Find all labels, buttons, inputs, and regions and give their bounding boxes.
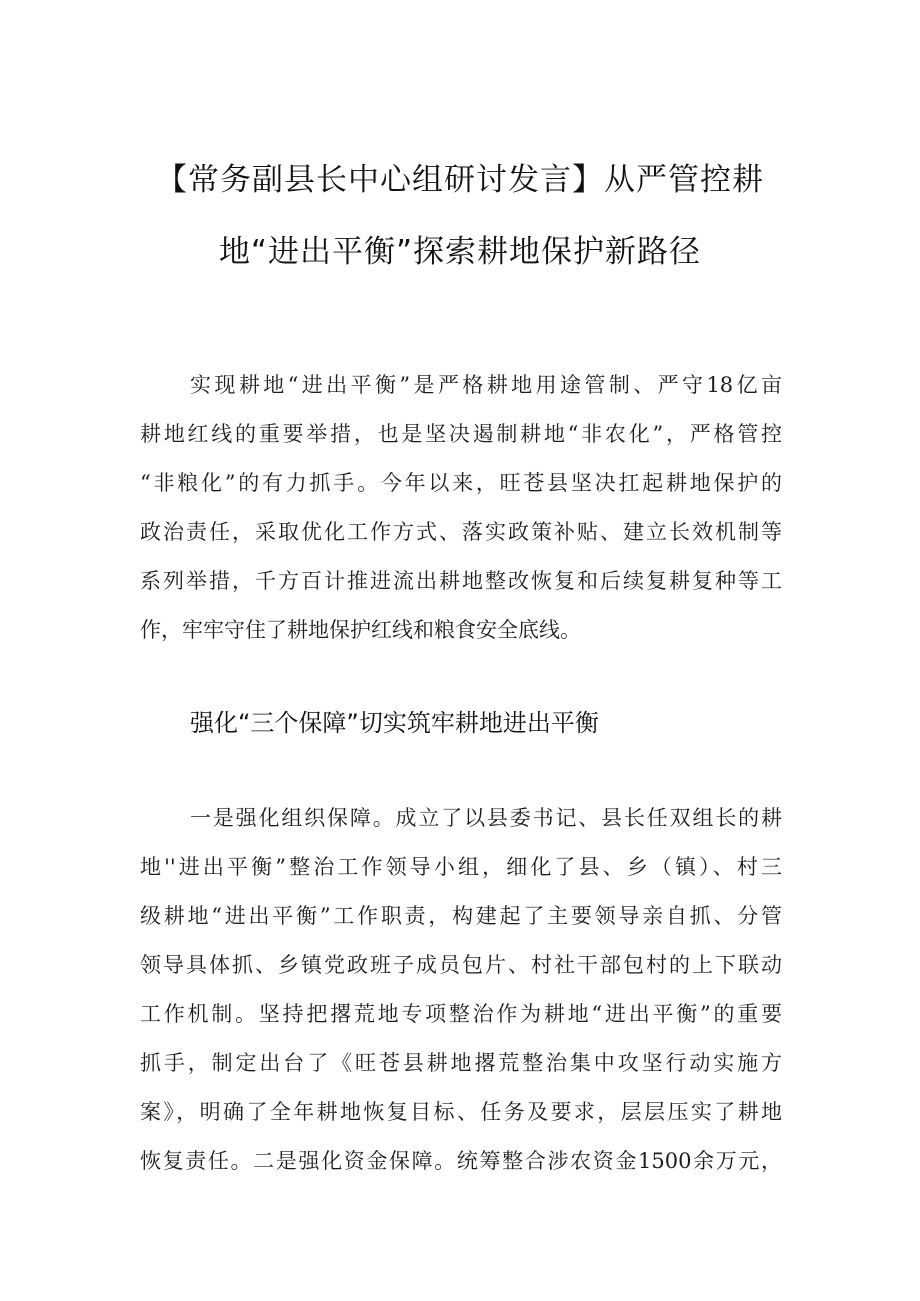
section-paragraph-line-4: 领导具体抓、乡镇党政班子成员包片、村社干部包村的上下联动	[140, 953, 782, 977]
intro-paragraph-line-6: 作，牢牢守住了耕地保护红线和粮食安全底线。	[140, 618, 581, 642]
intro-paragraph-line-5: 系列举措，千方百计推进流出耕地整改恢复和后续复耕复种等工	[140, 569, 782, 593]
section-paragraph-line-7: 案》，明确了全年耕地恢复目标、任务及要求，层层压实了耕地	[140, 1100, 782, 1124]
section-paragraph-line-6: 抓手，制定出台了《旺苍县耕地撂荒整治集中攻坚行动实施方	[140, 1051, 782, 1075]
section-paragraph-line-1: 一是强化组织保障。成立了以县委书记、县长任双组长的耕	[190, 806, 782, 830]
section-paragraph-line-2: 地''进出平衡”整治工作领导小组，细化了县、乡（镇）、村三	[140, 855, 782, 879]
intro-paragraph-line-2: 耕地红线的重要举措，也是坚决遏制耕地“非农化”，严格管控	[140, 422, 782, 446]
section-paragraph-line-3: 级耕地“进出平衡”工作职责，构建起了主要领导亲自抓、分管	[140, 904, 782, 928]
section-paragraph-line-5: 工作机制。坚持把撂荒地专项整治作为耕地“进出平衡”的重要	[140, 1002, 782, 1026]
section-heading: 强化“三个保障”切实筑牢耕地进出平衡	[190, 709, 599, 737]
document-title-line-2: 地“进出平衡”探索耕地保护新路径	[218, 234, 702, 270]
section-paragraph-line-8: 恢复责任。二是强化资金保障。统筹整合涉农资金1500余万元，	[140, 1149, 782, 1173]
document-title-line-1: 【常务副县长中心组研讨发言】从严管控耕	[156, 162, 764, 198]
intro-paragraph-line-4: 政治责任，采取优化工作方式、落实政策补贴、建立长效机制等	[140, 520, 782, 544]
intro-paragraph-line-1: 实现耕地“进出平衡”是严格耕地用途管制、严守18亿亩	[190, 373, 782, 397]
intro-paragraph-line-3: “非粮化”的有力抓手。今年以来，旺苍县坚决扛起耕地保护的	[140, 471, 782, 495]
